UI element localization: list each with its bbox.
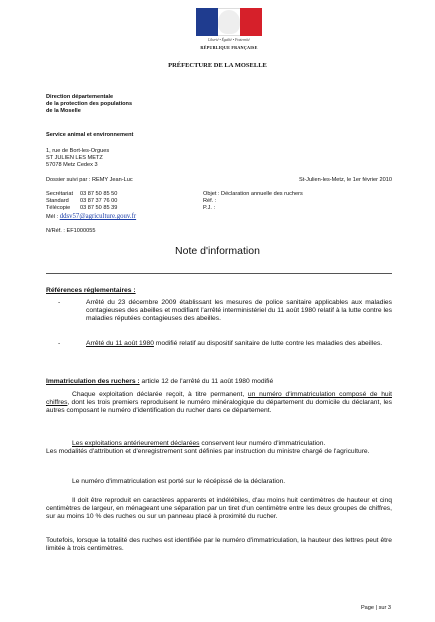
place-date: St-Julien-les-Metz, le 1er février 2010 [299, 177, 392, 183]
paragraph [46, 440, 392, 448]
paragraph-text: conservent leur numéro d'immatriculation. [199, 440, 326, 447]
paragraph: Toutefois, lorsque la totalité des ruches est identifiée par le numéro d'immatriculation, la hauteur des lettres peut être limitée à trois centimètres. [46, 537, 392, 553]
paragraph-underlined: un numéro d'immatriculation composé de huit chiffres [46, 391, 392, 407]
paragraph: Il doit être reproduit en caractères apparents et indélébiles, d'au moins huit centimètres de hauteur et cinq centimètres de largeur, en ménageant une séparation par un tiret d'un centimètre entre les deux groupes de chiffres, sur au moins 10 % des ruches ou sur un panneau placé à proximité du rucher. [46, 497, 392, 521]
direction-block [46, 94, 132, 115]
object-line: Objet : Déclaration annuelle des ruchers [203, 191, 303, 197]
object-block [203, 191, 303, 212]
section-heading-rest: article 12 de l'arrêté du 11 août 1980 modifié [139, 378, 274, 385]
section-heading: Immatriculation des ruchers : [46, 378, 140, 385]
ref-label: Réf. : [203, 198, 217, 204]
direction-line: Direction départementale [46, 94, 114, 100]
mail-link[interactable]: ddsv57@agriculture.gouv.fr [59, 213, 137, 220]
fax-number: 03 87 50 85 39 [80, 205, 118, 211]
our-ref: N/Réf. : EF1000055 [46, 228, 96, 234]
standard-label: Standard [46, 198, 69, 204]
paragraph-text: Chaque exploitation déclarée reçoit, à titre permanent, [72, 391, 248, 398]
reference-rest: modifié relatif au dispositif sanitaire de lutte contre les maladies des abeilles. [153, 340, 383, 347]
reference-item [86, 340, 392, 348]
prefecture-title: PRÉFECTURE DE LA MOSELLE [168, 62, 267, 69]
mail-label: Mél : [46, 214, 59, 220]
paragraph-text: , dont les trois premiers reproduisent le numéro minéralogique du département du domicile du déclarant, les autres composant le numéro d'identification du rucher dans ce département. [46, 399, 392, 415]
service-name: Service animal et environnement [46, 132, 134, 138]
pj-label: P.J. : [203, 205, 216, 211]
reference-underlined: Arrêté du 11 août 1980 [86, 340, 154, 347]
tricolor-flag-icon [196, 8, 262, 36]
standard-number: 03 87 37 76 00 [80, 198, 118, 204]
paragraph: Les modalités d'attribution et d'enregistrement sont définies par instruction du ministre chargé de l'agriculture. [46, 448, 370, 455]
page-number: Page | sur 3 [360, 605, 391, 611]
address-line: ST JULIEN LES METZ [46, 155, 103, 161]
direction-line: de la Moselle [46, 108, 81, 114]
reference-item: Arrêté du 23 décembre 2009 établissant les mesures de police sanitaire applicables aux maladies contagieuses des abeilles et modifiant l'arrêté interministériel du 11 août 1980 relatif à la lutte contre les maladies réputées contagieuses des abeilles. [86, 299, 392, 323]
paragraph [46, 391, 392, 415]
document-title: Note d'information [175, 245, 260, 257]
republic-logo [196, 8, 262, 56]
followed-by: Dossier suivi par : REMY Jean-Luc [46, 177, 133, 183]
section-heading: Références réglementaires : [46, 287, 136, 294]
paragraph-underlined: Les exploitations antérieurement déclarées [72, 440, 200, 447]
republic-name: RÉPUBLIQUE FRANÇAISE [200, 45, 258, 50]
bullet-dash: - [58, 340, 61, 347]
address-line: 57078 Metz Cedex 3 [46, 162, 98, 168]
section-heading-line [46, 378, 273, 386]
secretariat-label: Secrétariat [46, 191, 74, 197]
paragraph: Le numéro d'immatriculation est porté sur le récépissé de la déclaration. [72, 478, 286, 485]
phone-block [46, 191, 166, 212]
direction-line: de la protection des populations [46, 101, 133, 107]
marianne-icon [218, 10, 240, 34]
divider [46, 273, 392, 274]
secretariat-number: 03 87 50 85 50 [80, 191, 118, 197]
address-block [46, 148, 109, 169]
fax-label: Télécopie [46, 205, 71, 211]
address-line: 1, rue de Bort-les-Orgues [46, 148, 110, 154]
bullet-dash: - [58, 299, 61, 306]
motto: Liberté • Égalité • Fraternité [208, 38, 250, 42]
mail-line [46, 213, 136, 221]
